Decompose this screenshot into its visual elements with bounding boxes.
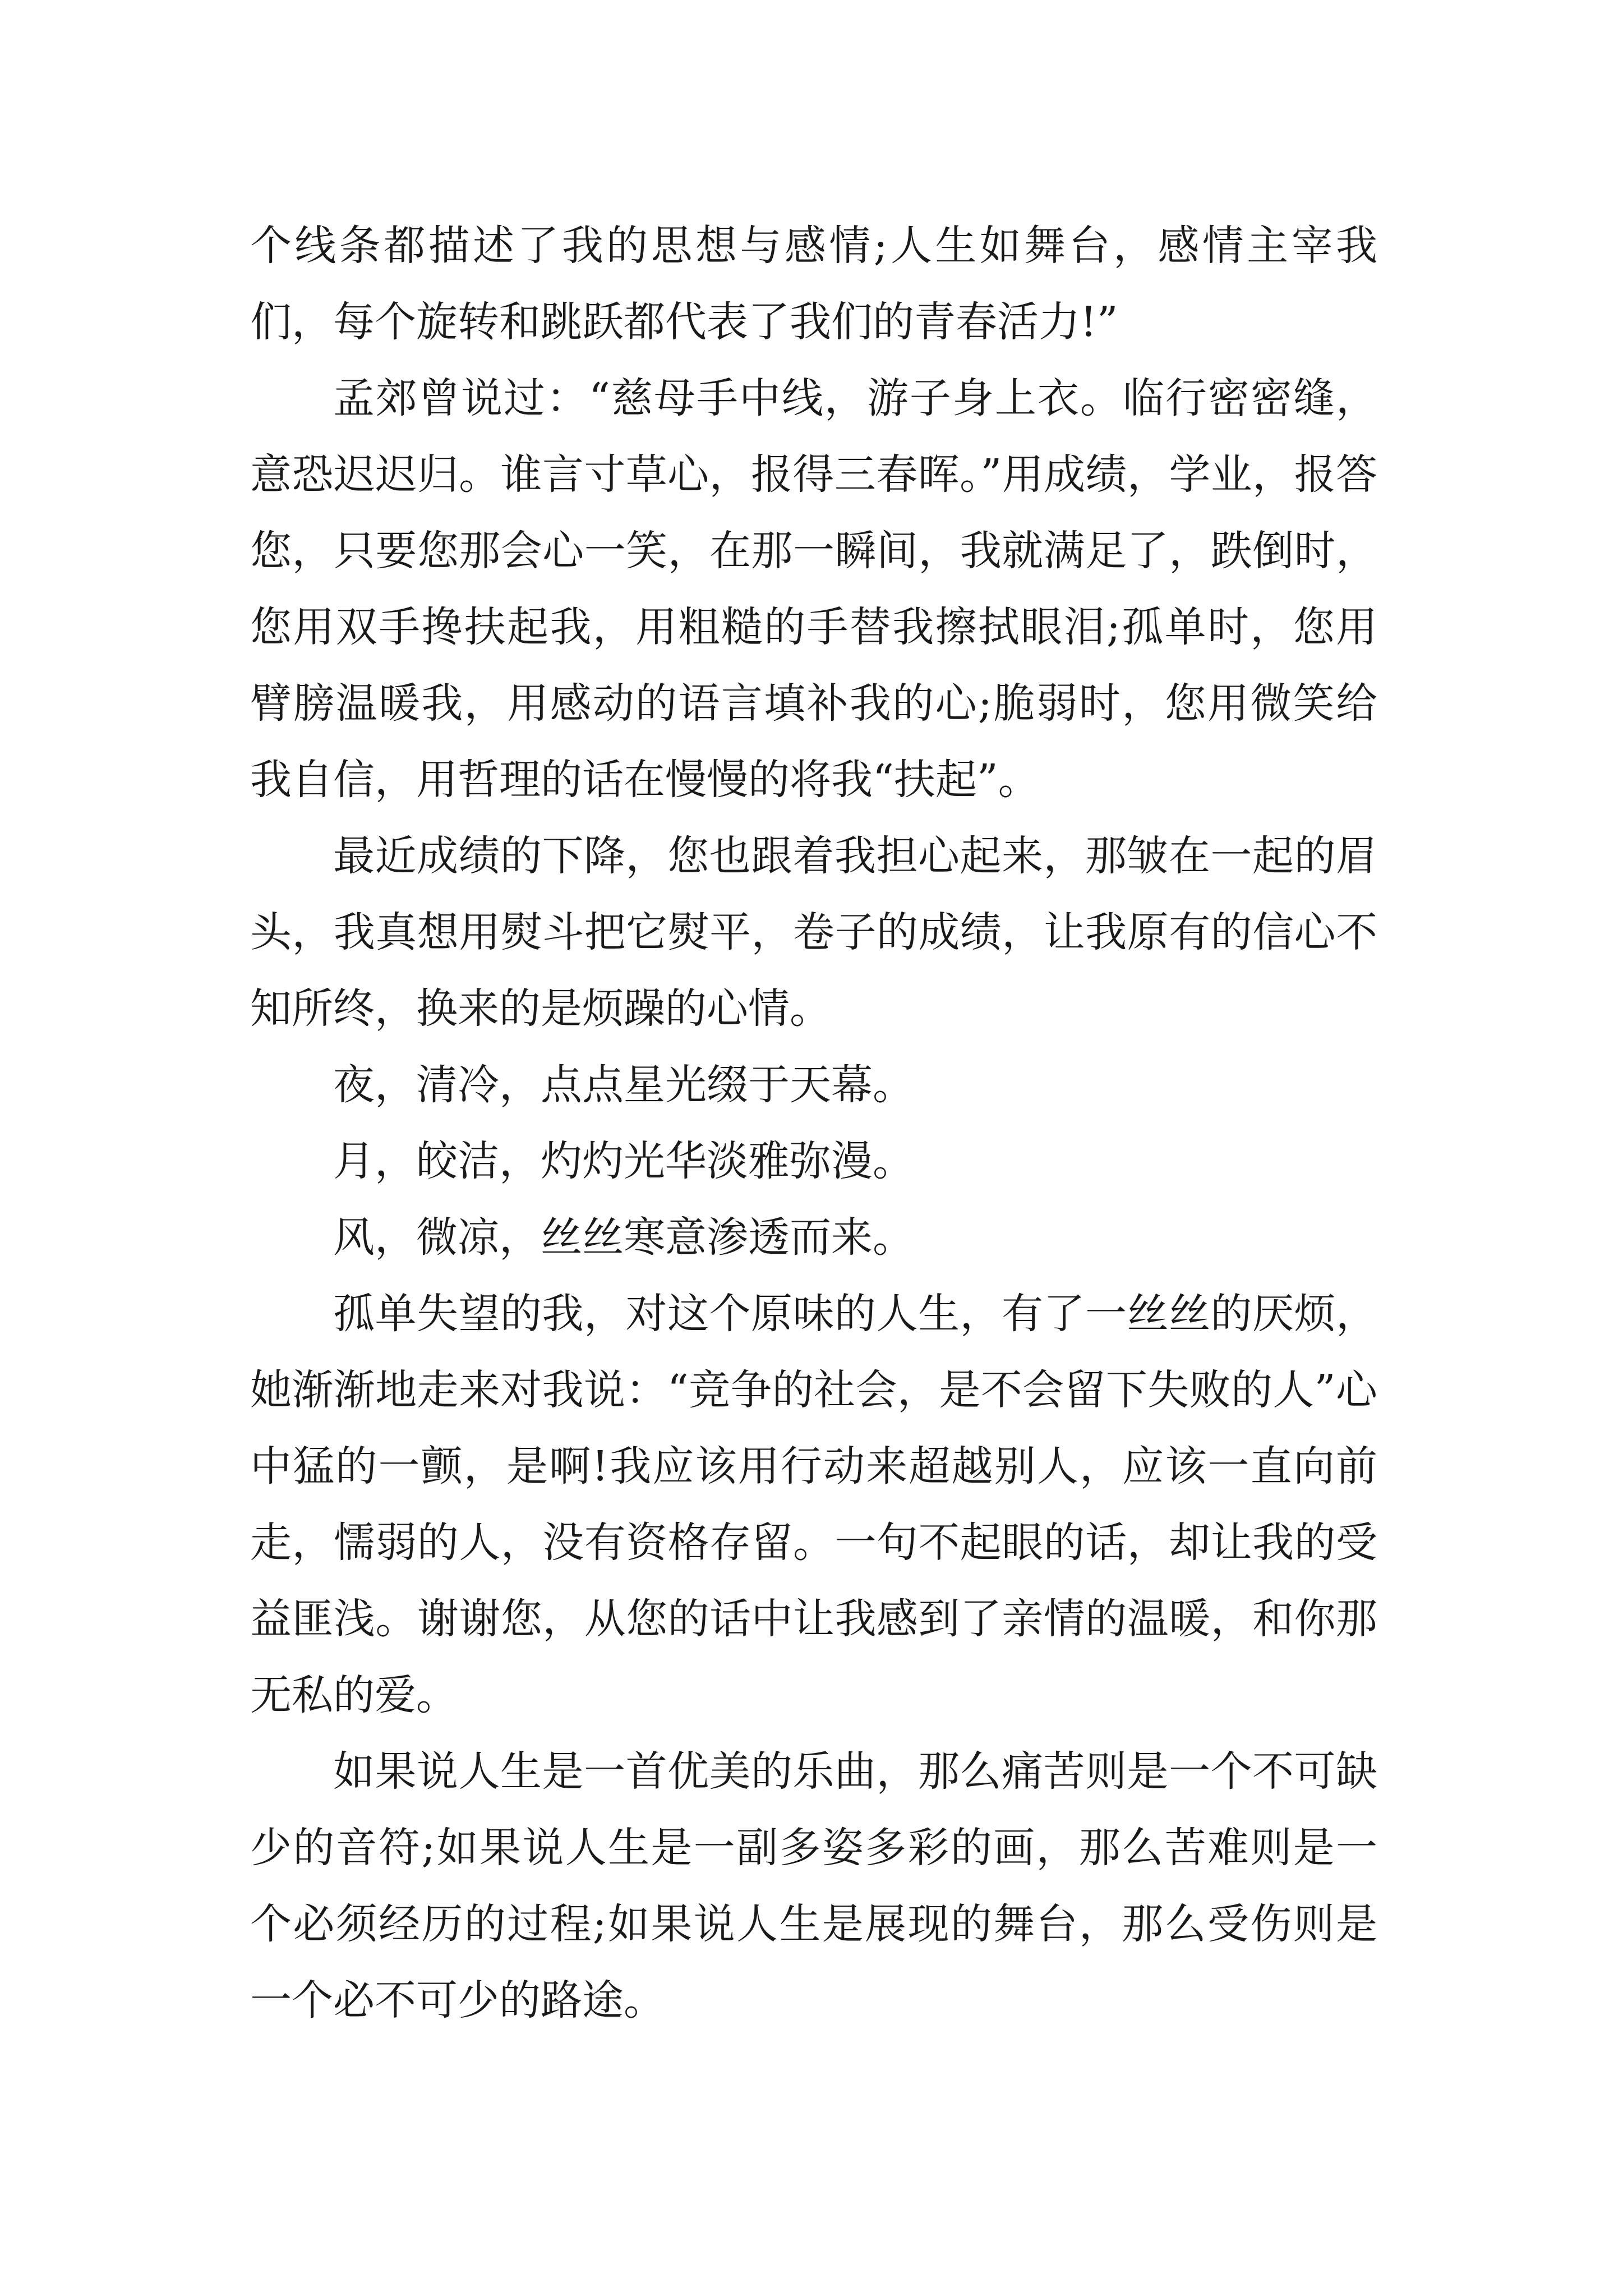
paragraph-2: 孟郊曾说过：“慈母手中线，游子身上衣。临行密密缝，意恐迟迟归。谁言寸草心，报得三春晖。”用成绩，学业，报答您，只要您那会心一笑，在那一瞬间，我就满足了，跌倒时，您用双手搀扶起我，用粗糙的手替我擦拭眼泪;孤单时，您用臂膀温暖我，用感动的语言填补我的心;脆弱时，您用微笑给我自信，用哲理的话在慢慢的将我“扶起”。 — [250, 374, 1377, 804]
paragraph-1: 个线条都描述了我的思想与感情;人生如舞台，感情主宰我们，每个旋转和跳跃都代表了我们的青春活力!” — [250, 222, 1377, 346]
paragraph-4: 夜，清冷，点点星光缀于天幕。 — [333, 1061, 914, 1109]
paragraph-8: 如果说人生是一首优美的乐曲，那么痛苦则是一个不可缺少的音符;如果说人生是一副多姿多彩的画，那么苦难则是一个必须经历的过程;如果说人生是展现的舞台，那么受伤则是一个必不可少的路途。 — [250, 1747, 1377, 2024]
paragraph-3: 最近成绩的下降，您也跟着我担心起来，那皱在一起的眉头，我真想用熨斗把它熨平，卷子的成绩，让我原有的信心不知所终，换来的是烦躁的心情。 — [250, 832, 1377, 1033]
paragraph-6: 风，微凉，丝丝寒意渗透而来。 — [333, 1213, 914, 1262]
paragraph-5: 月，皎洁，灼灼光华淡雅弥漫。 — [333, 1137, 914, 1185]
body-text — [250, 208, 1377, 2039]
paragraph-7: 孤单失望的我，对这个原味的人生，有了一丝丝的厌烦，她渐渐地走来对我说：“竞争的社会，是不会留下失败的人”心中猛的一颤，是啊!我应该用行动来超越别人，应该一直向前走，懦弱的人，没有资格存留。一句不起眼的话，却让我的受益匪浅。谢谢您，从您的话中让我感到了亲情的温暖，和你那无私的爱。 — [250, 1290, 1377, 1719]
